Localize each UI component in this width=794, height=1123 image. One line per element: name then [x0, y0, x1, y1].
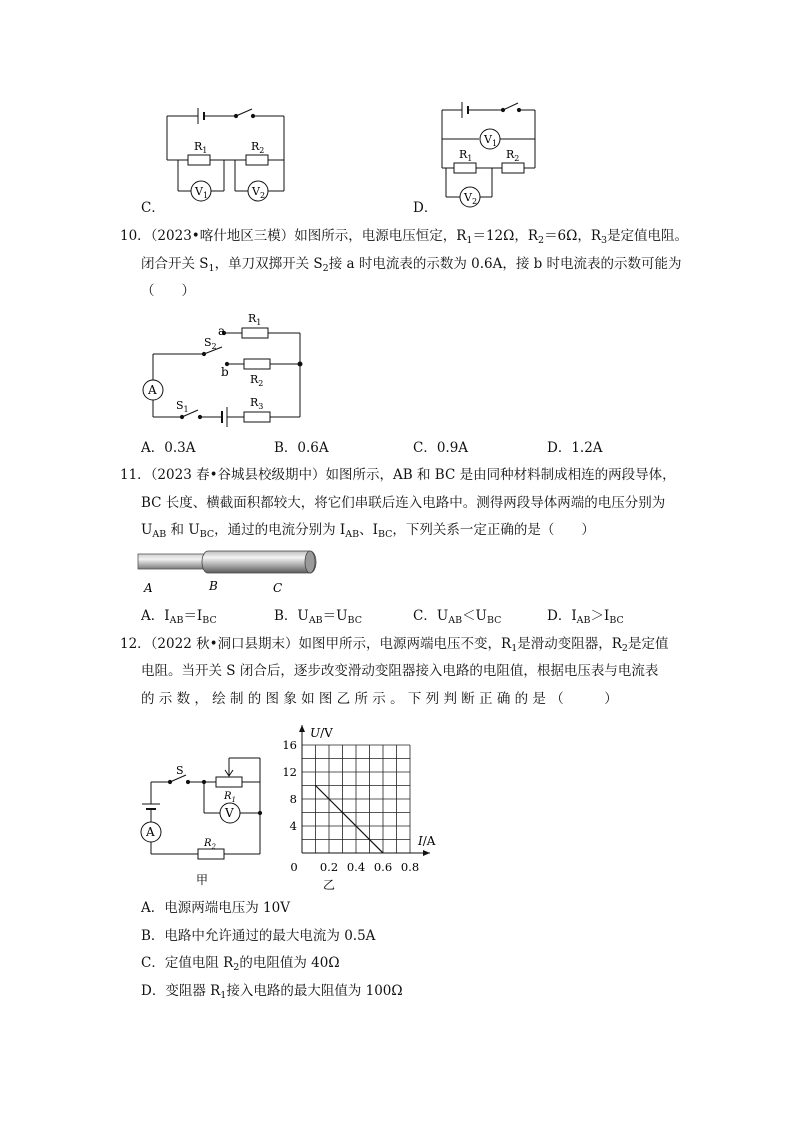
ammeter-label: A	[148, 383, 157, 397]
label-r2: $R_2$	[251, 140, 265, 155]
label-r1: $R_1$	[194, 140, 208, 155]
label-r2: $R_2$	[506, 148, 520, 163]
caption-jia: 甲	[196, 873, 209, 887]
ammeter-label: A	[146, 825, 155, 839]
q10-option-d: D．1.2A	[547, 440, 603, 456]
label-r3: $R_3$	[250, 396, 264, 411]
series-line	[316, 786, 384, 854]
label-point-a: A	[144, 581, 153, 595]
voltmeter-v2-label: $V_2$	[252, 185, 266, 200]
caption-yi: 乙	[322, 878, 336, 892]
y-tick-label: 12	[282, 765, 297, 779]
x-tick-label: 0.2	[319, 860, 339, 874]
voltmeter-label: V	[225, 806, 234, 820]
label-point-b: B	[209, 579, 218, 593]
q11-option-c: C．$U_{AB}<U_{BC}$	[413, 608, 502, 626]
q11-stem-line3: $U_{AB}$ 和 $U_{BC}$，通过的电流分别为 $I_{AB}$、$I_{BC}$，下列关系一定正确的是（ ）	[141, 522, 595, 540]
q11-option-a: A．$I_{AB}=I_{BC}$	[141, 608, 217, 626]
q10-answer-bracket: （ ）	[141, 283, 195, 299]
y-axis-arrow	[299, 725, 305, 732]
option-c-label: C．	[141, 200, 165, 216]
x-tick-label: 0.4	[346, 860, 366, 874]
label-b: b	[221, 365, 229, 379]
q12-graph-yi	[280, 718, 450, 890]
label-s1: $S_1$	[176, 399, 189, 414]
label-r2: $R_2$	[250, 373, 264, 388]
q11-stem-line2: BC 长度、横截面积都较大，将它们串联后连入电路中。测得两段导体两端的电压分别为	[141, 495, 666, 511]
q12-stem-line3: 的 示 数 ， 绘 制 的 图 象 如 图 乙 所 示 。 下 列 判 断 正 确 的 是 （ ）	[141, 691, 618, 707]
voltmeter-v2-label: $V_2$	[464, 191, 478, 206]
label-r1: $R_1$	[248, 312, 262, 327]
q9-circuit-c	[160, 100, 295, 210]
label-r2: $R_2$	[204, 838, 216, 851]
label-r1: $R_1$	[224, 791, 236, 804]
q10-circuit	[138, 306, 313, 430]
q11-conductor-figure	[138, 545, 323, 600]
label-point-c: C	[273, 581, 283, 595]
q12-stem-line1: 12．（2022 秋•洞口县期末）如图甲所示，电源两端电压不变，$R_1$是滑动变阻器，$R_2$是定值	[120, 636, 669, 654]
q12-option-a: A．电源两端电压为 10V	[141, 900, 290, 916]
x-axis-label: I/A	[418, 834, 436, 848]
q10-stem-line2: 闭合开关 $S_1$，单刀双掷开关 $S_2$接 a 时电流表的示数为 0.6A，接 b 时电流表的示数可能为	[141, 256, 682, 274]
label-switch-s: S	[176, 764, 184, 777]
q12-option-c: C．定值电阻 $R_2$的电阻值为 40Ω	[141, 955, 340, 973]
q12-option-b: B．电路中允许通过的最大电流为 0.5A	[141, 928, 376, 944]
y-tick-label: 16	[282, 738, 297, 752]
y-tick-label: 8	[289, 792, 297, 806]
label-s2: $S_2$	[204, 336, 217, 351]
q11-option-b: B．$U_{AB}=U_{BC}$	[274, 608, 362, 626]
q10-option-c: C．0.9A	[413, 440, 469, 456]
q10-stem-line1: 10．（2023•喀什地区三模）如图所示，电源电压恒定，$R_1=12\Omega$，$R_2=6\Omega$，$R_3$是定值电阻。	[120, 228, 689, 246]
q12-stem-line2: 电阻。当开关 S 闭合后，逐步改变滑动变阻器接入电路的电阻值，根据电压表与电流表	[141, 663, 659, 679]
voltmeter-v1-label: $V_1$	[484, 133, 498, 148]
x-tick-label: 0.8	[400, 860, 420, 874]
q9-circuit-d	[436, 92, 546, 214]
voltmeter-v1-label: $V_1$	[195, 185, 209, 200]
label-a: a	[218, 324, 226, 338]
y-tick-label: 4	[289, 819, 297, 833]
x-axis-arrow	[423, 850, 430, 856]
label-r1: $R_1$	[459, 148, 473, 163]
q11-stem-line1: 11．（2023 春•谷城县校级期中）如图所示，AB 和 BC 是由同种材料制成相连的两段导体，	[120, 467, 676, 483]
x-tick-label: 0.6	[373, 860, 393, 874]
q11-option-d: D．$I_{AB}>I_{BC}$	[547, 608, 624, 626]
q10-option-b: B．0.6A	[274, 440, 329, 456]
q12-option-d: D．变阻器 $R_1$接入电路的最大阻值为 100Ω	[141, 983, 403, 1001]
conductor-bc	[202, 551, 316, 573]
q12-circuit-jia	[138, 758, 273, 890]
origin-label: 0	[290, 860, 298, 874]
q10-option-a: A．0.3A	[141, 440, 196, 456]
y-axis-label: U/V	[310, 726, 333, 740]
option-d-label: D．	[413, 200, 438, 216]
